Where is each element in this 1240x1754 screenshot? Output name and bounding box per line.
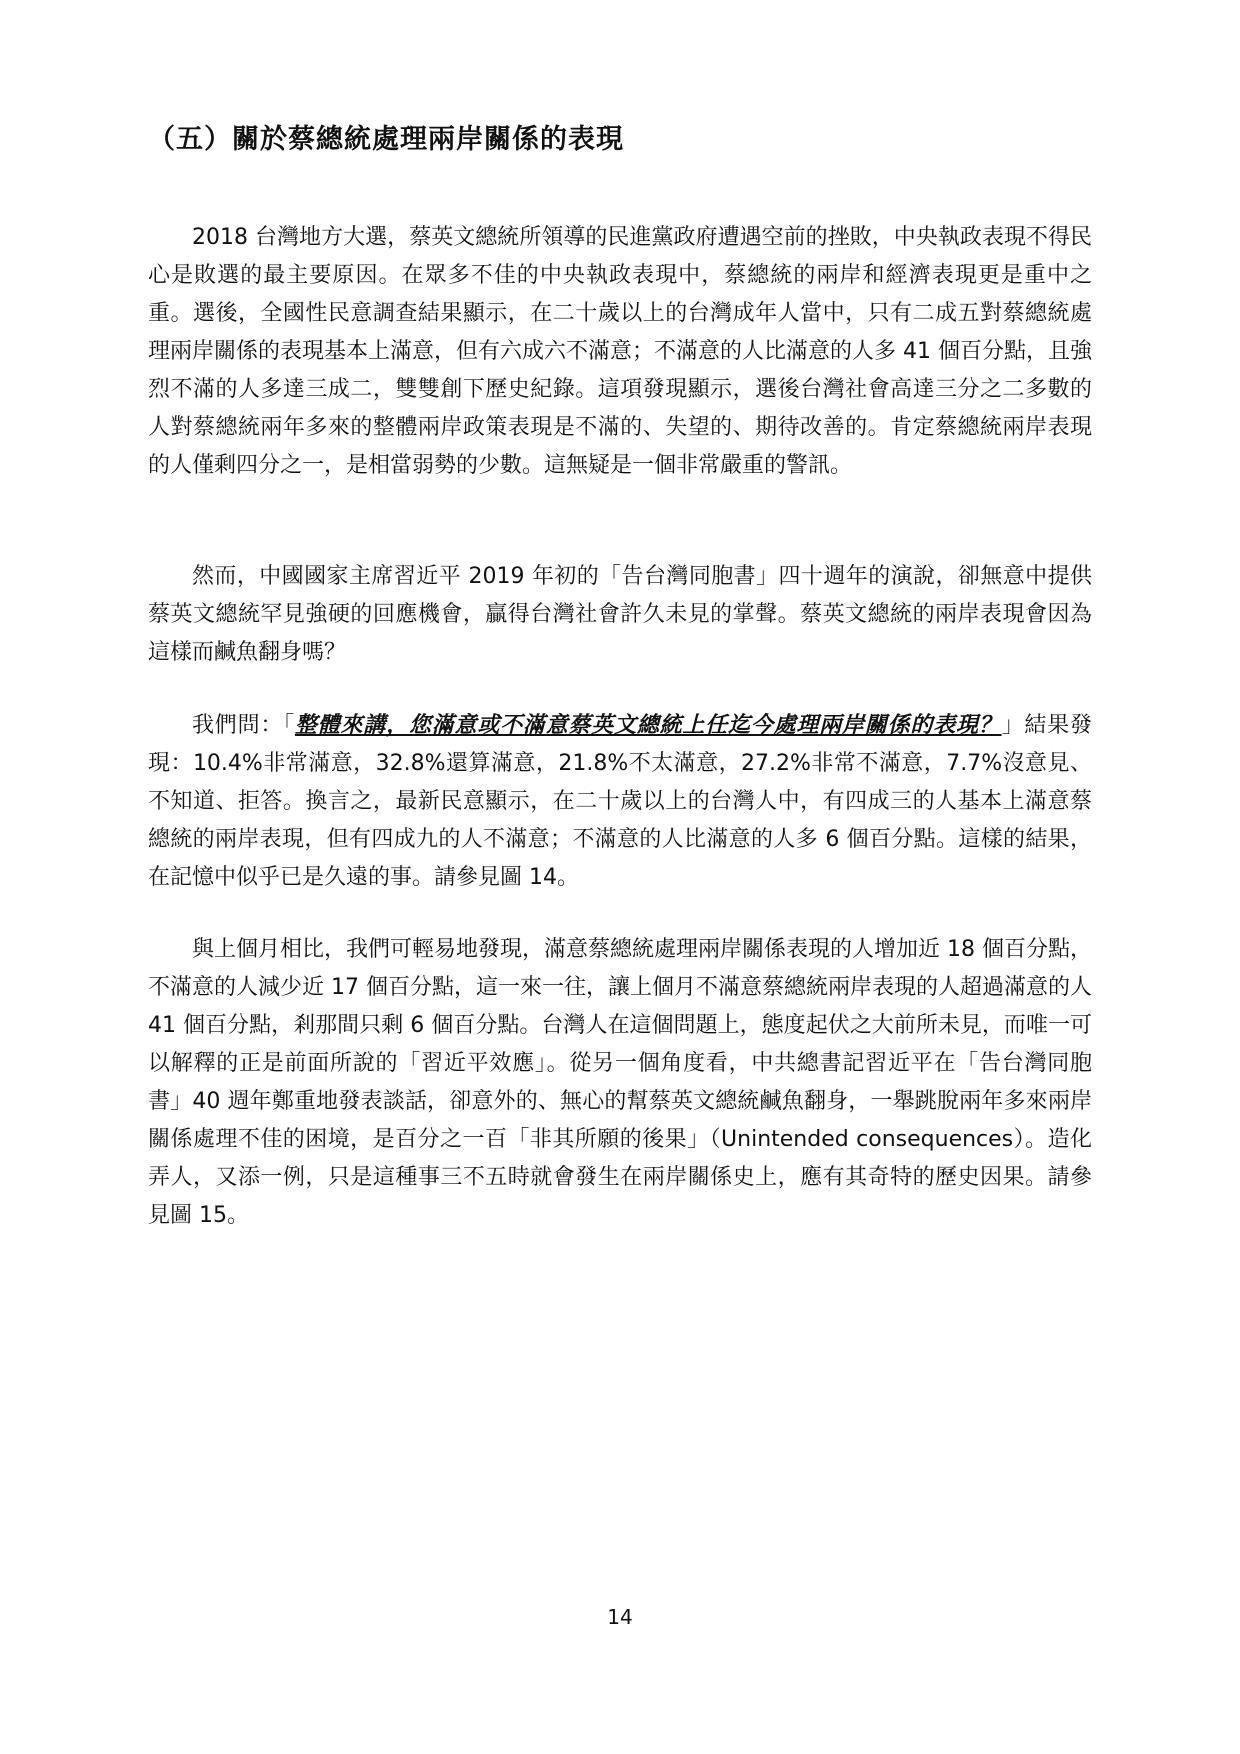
page-number: 14 [607,1605,633,1629]
survey-result-text: 」結果發現：10.4%非常滿意，32.8%還算滿意，21.8%不太滿意，27.2%非常不滿意，7.7%沒意見、不知道、拒答。換言之，最新民意顯示，在二十歲以上的台灣人中，有四成三的人基本上滿意蔡總統的兩岸表現，但有四成九的人不滿意；不滿意的人比滿意的人多 6 個百分點。這樣的結果，在記憶中似乎已是久遠的事。請參見圖 14。 [148,713,1092,890]
body-paragraph-survey-result [148,707,1092,897]
survey-question-text: 整體來講，您滿意或不滿意蔡英文總統上任迄今處理兩岸關係的表現？ [294,713,1002,738]
body-paragraph-monthly-comparison: 與上個月相比，我們可輕易地發現，滿意蔡總統處理兩岸關係表現的人增加近 18 個百分點，不滿意的人減少近 17 個百分點，這一來一往，讓上個月不滿意蔡總統兩岸表現的人超過滿意的人 41 個百分點，剎那間只剩 6 個百分點。台灣人在這個問題上，態度起伏之大前所未見，而唯一可以解釋的正是前面所說的「習近平效應」。從另一個角度看，中共總書記習近平在「告台灣同胞書」40 週年鄭重地發表談話，卻意外的、無心的幫蔡英文總統鹹魚翻身，一舉跳脫兩年多來兩岸關係處理不佳的困境，是百分之一百「非其所願的後果」（Unintended consequences）。造化弄人，又添一例，只是這種事三不五時就會發生在兩岸關係史上，應有其奇特的歷史因果。請參見圖 15。 [148,937,1092,1228]
body-paragraph-election-background: 2018 台灣地方大選，蔡英文總統所領導的民進黨政府遭遇空前的挫敗，中央執政表現不得民心是敗選的最主要原因。在眾多不佳的中央執政表現中，蔡總統的兩岸和經濟表現更是重中之重。選後，全國性民意調查結果顯示，在二十歲以上的台灣成年人當中，只有二成五對蔡總統處理兩岸關係的表現基本上滿意，但有六成六不滿意；不滿意的人比滿意的人多 41 個百分點，且強烈不滿的人多達三成二，雙雙創下歷史紀錄。這項發現顯示，選後台灣社會高達三分之二多數的人對蔡總統兩年多來的整體兩岸政策表現是不滿的、失望的、期待改善的。肯定蔡總統兩岸表現的人僅剩四分之一，是相當弱勢的少數。這無疑是一個非常嚴重的警訊。 [148,225,1092,478]
section-heading: （五）關於蔡總統處理兩岸關係的表現 [148,124,624,155]
body-paragraph-xi-speech: 然而，中國國家主席習近平 2019 年初的「告台灣同胞書」四十週年的演說，卻無意中提供蔡英文總統罕見強硬的回應機會，贏得台灣社會許久未見的掌聲。蔡英文總統的兩岸表現會因為這樣而鹹魚翻身嗎？ [148,564,1092,665]
survey-question-lead: 我們問：「 [192,713,295,738]
